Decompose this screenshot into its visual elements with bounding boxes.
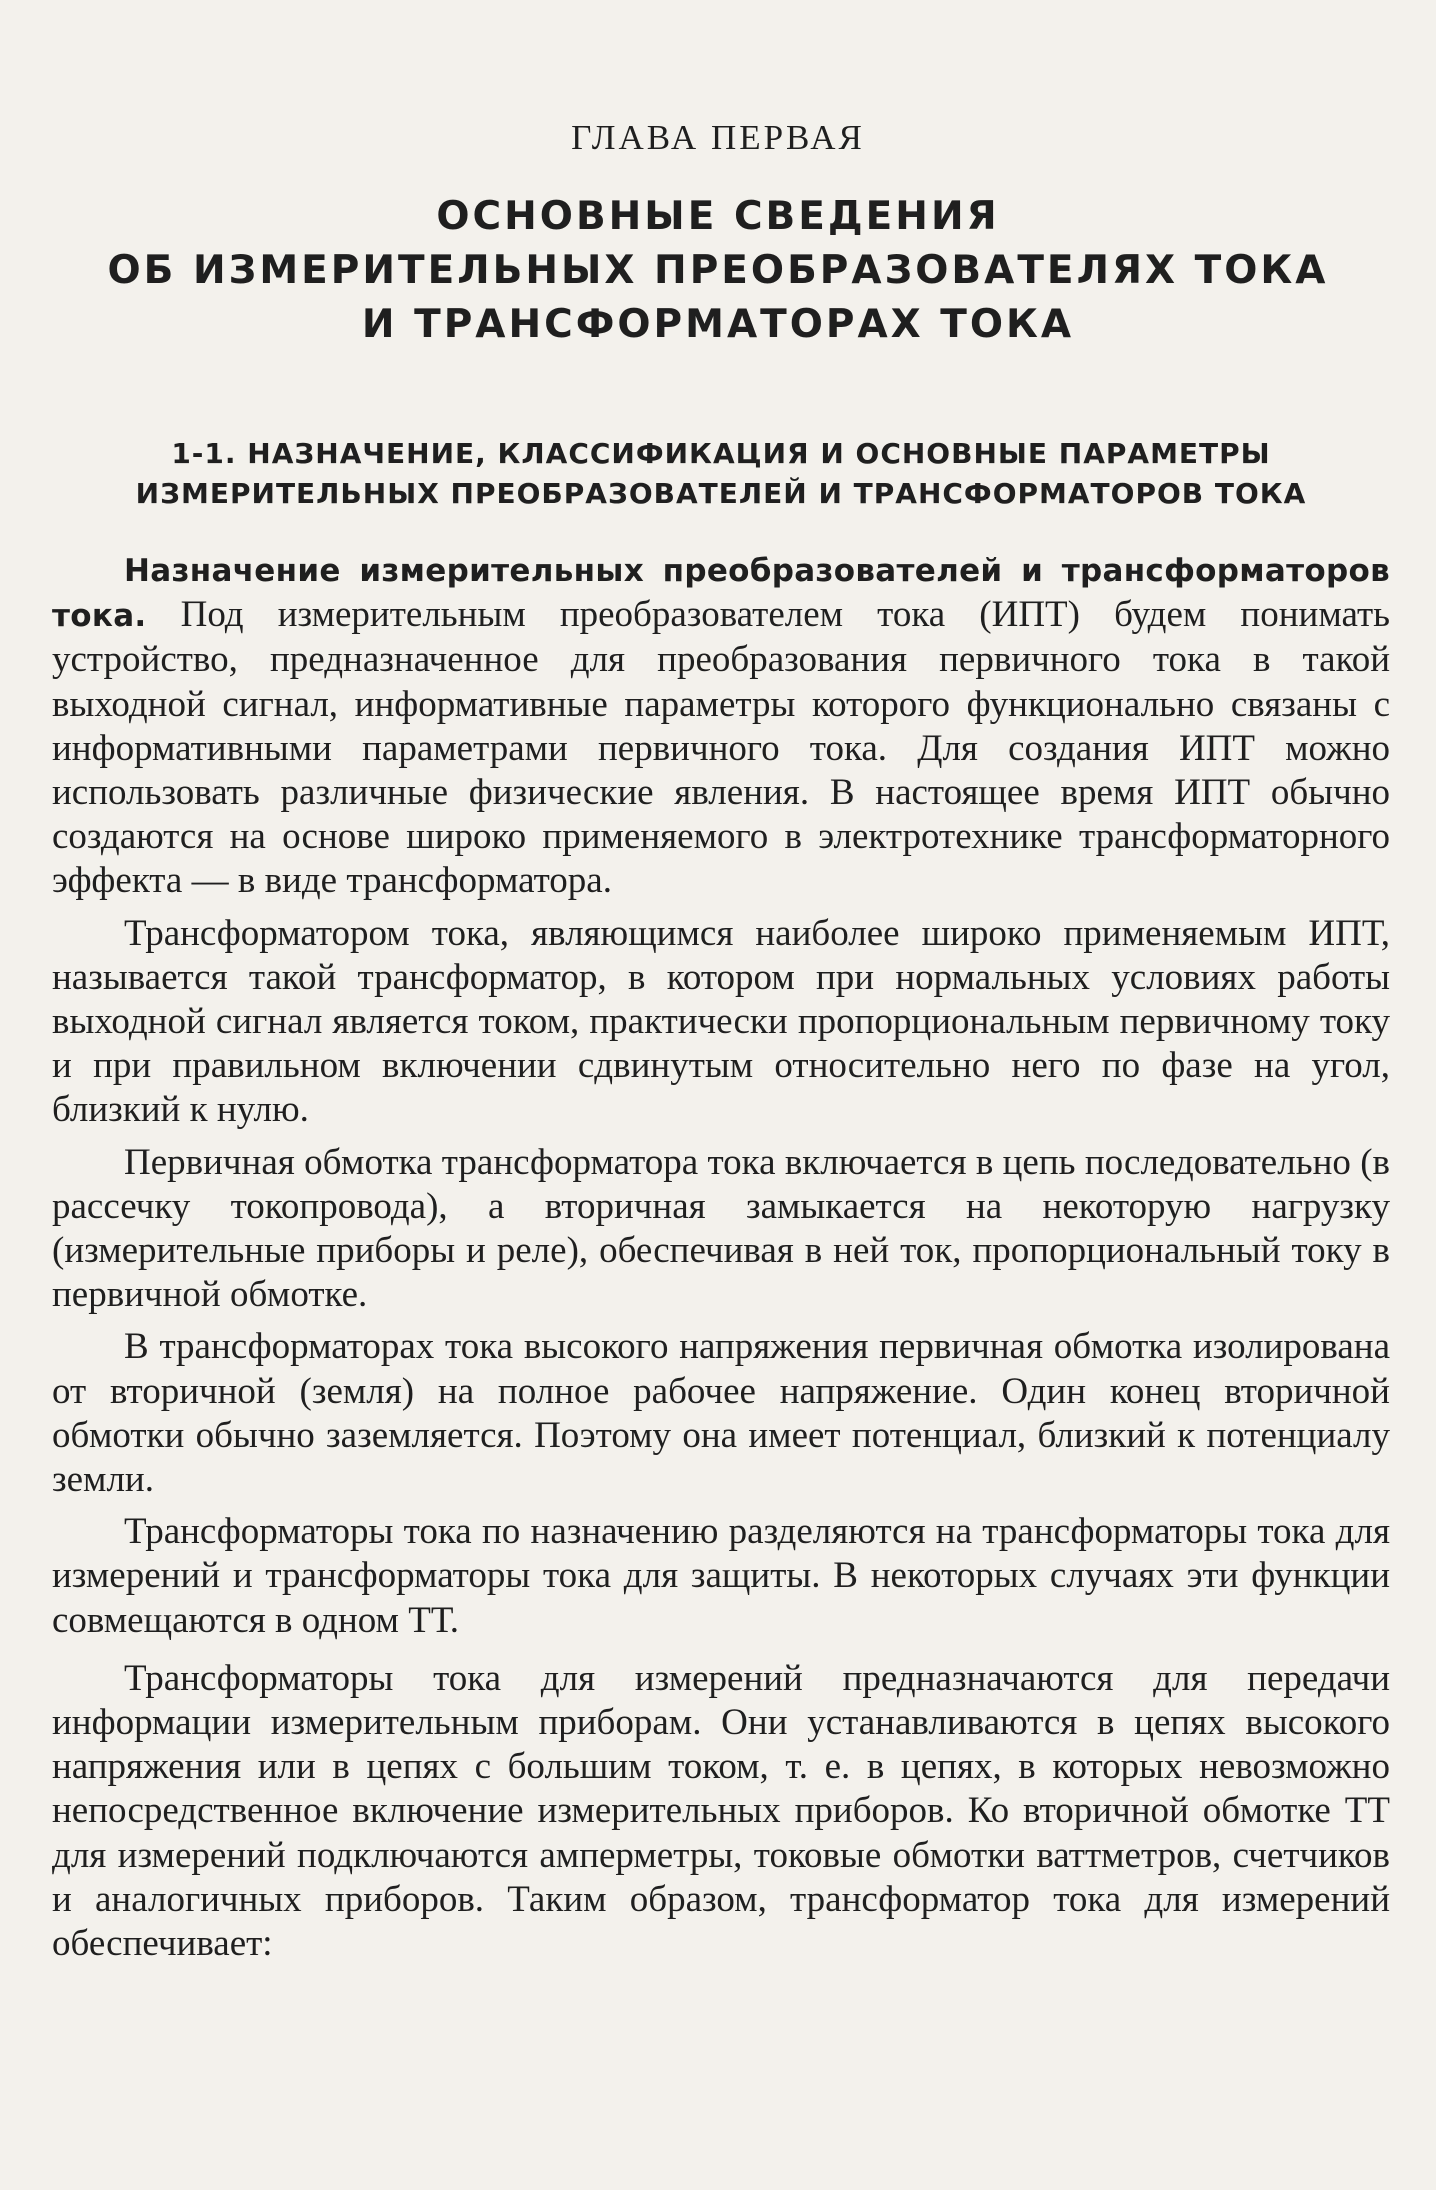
paragraph-2: Трансформатором тока, являющимся наиболее широко применяемым ИПТ, называется такой трансформатор, в котором при нормальных условиях работы выходной сигнал является током, практически пропорциональным первичному току и при правильном включении сдвинутым относительно него по фазе на угол, близкий к нулю. — [52, 912, 1390, 1131]
chapter-title-line-2: ОБ ИЗМЕРИТЕЛЬНЫХ ПРЕОБРАЗОВАТЕЛЯХ ТОКА — [107, 248, 1329, 293]
section-heading — [52, 434, 1390, 514]
chapter-title-line-1: ОСНОВНЫЕ СВЕДЕНИЯ — [436, 194, 1000, 239]
section-heading-line-2: ИЗМЕРИТЕЛЬНЫХ ПРЕОБРАЗОВАТЕЛЕЙ И ТРАНСФОРМАТОРОВ ТОКА — [135, 477, 1307, 510]
paragraph-5: Трансформаторы тока по назначению разделяются на трансформаторы тока для измерений и трансформаторы тока для защиты. В некоторых случаях эти функции совмещаются в одном ТТ. — [52, 1511, 1390, 1641]
chapter-title — [0, 190, 1436, 352]
chapter-heading: ГЛАВА ПЕРВАЯ — [571, 118, 865, 157]
body-text — [52, 548, 1390, 1966]
paragraph-1 — [52, 548, 1390, 904]
paragraph-4: В трансформаторах тока высокого напряжения первичная обмотка изолирована от вторичной (земля) на полное рабочее напряжение. Один конец вторичной обмотки обычно заземляется. Поэтому она имеет потенциал, близкий к потенциалу земли. — [52, 1326, 1390, 1501]
section-heading-line-1: 1-1. НАЗНАЧЕНИЕ, КЛАССИФИКАЦИЯ И ОСНОВНЫЕ ПАРАМЕТРЫ — [171, 437, 1271, 470]
paragraph-3: Первичная обмотка трансформатора тока включается в цепь последовательно (в рассечку токопровода), а вторичная замыкается на некоторую нагрузку (измерительные приборы и реле), обеспечивая в ней ток, пропорциональный току в первичной обмотке. — [52, 1141, 1390, 1316]
chapter-title-line-3: И ТРАНСФОРМАТОРАХ ТОКА — [361, 302, 1075, 347]
paragraph-1-lead: Назначение измерительных преобразователей и трансформаторов тока. — [52, 553, 1390, 635]
paragraph-1-text: Под измерительным преобразователем тока (ИПТ) будем понимать устройство, предназначенное для преобразования первичного тока в такой выходной сигнал, информативные параметры которого функционально связаны с информативными параметрами первичного тока. Для создания ИПТ можно использовать различные физические явления. В настоящее время ИПТ обычно создаются на основе широко применяемого в электротехнике трансформаторного эффекта — в виде трансформатора. — [52, 594, 1390, 902]
paragraph-6: Трансформаторы тока для измерений предназначаются для передачи информации измерительным приборам. Они устанавливаются в цепях высокого напряжения или в цепях с большим током, т. е. в цепях, в которых невозможно непосредственное включение измерительных приборов. Ко вторичной обмотке ТТ для измерений подключаются амперметры, токовые обмотки ваттметров, счетчиков и аналогичных приборов. Таким образом, трансформатор тока для измерений обеспечивает: — [52, 1657, 1390, 1965]
